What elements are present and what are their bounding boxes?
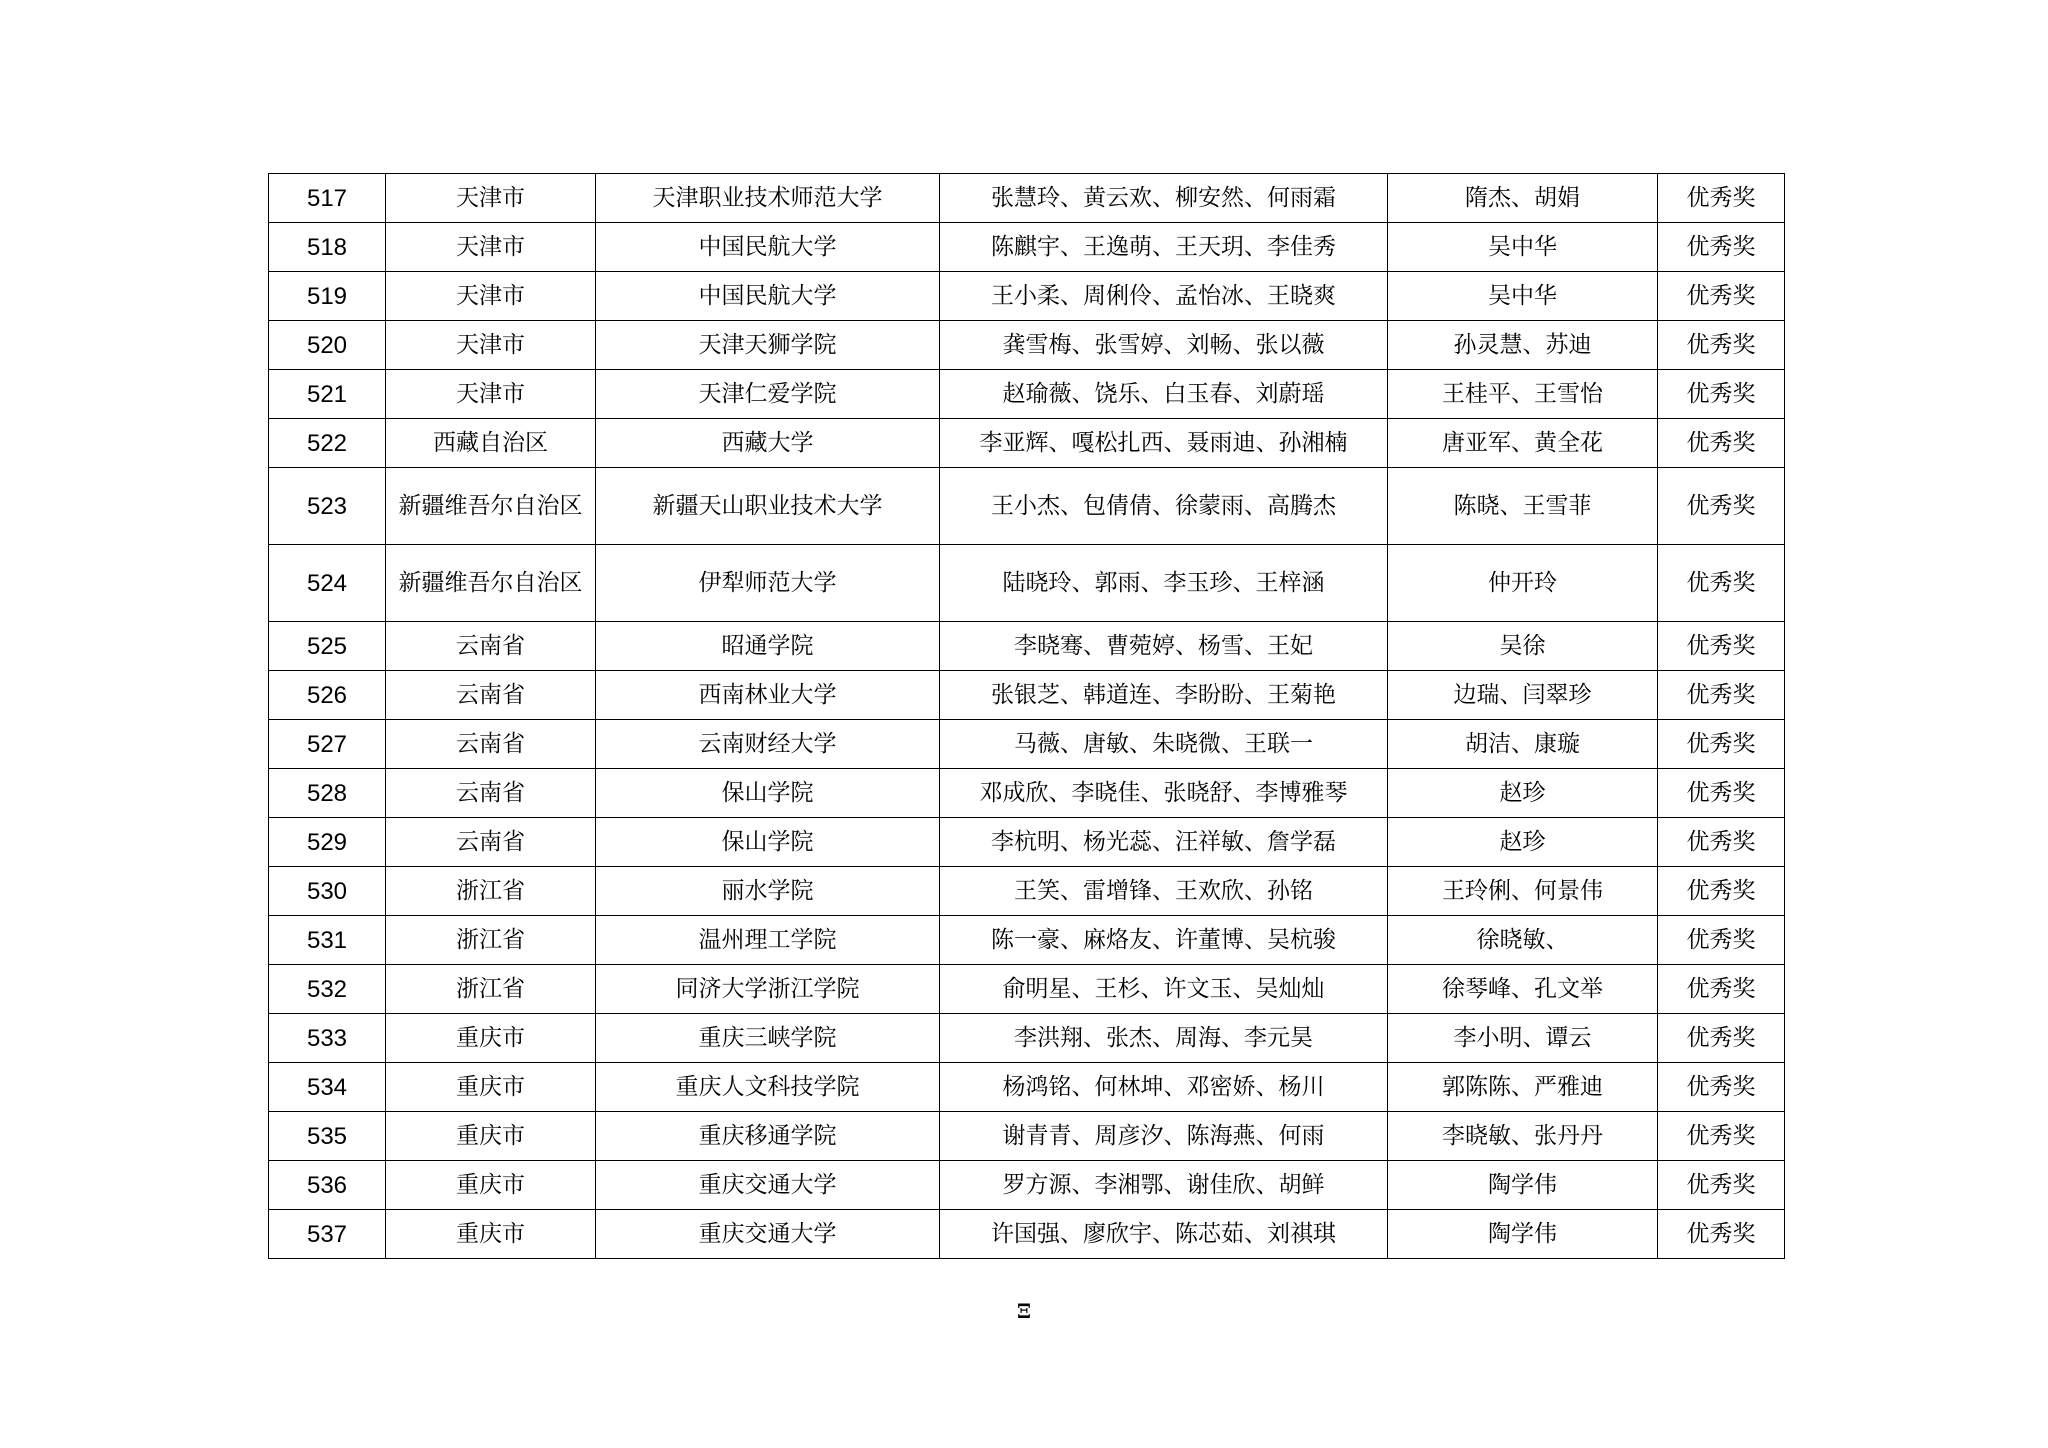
cell-award: 优秀奖 xyxy=(1658,174,1785,223)
cell-members: 赵瑜薇、饶乐、白玉春、刘蔚瑶 xyxy=(940,370,1388,419)
table-row xyxy=(269,916,1785,965)
cell-number: 532 xyxy=(269,965,386,1014)
table-row xyxy=(269,545,1785,622)
cell-award: 优秀奖 xyxy=(1658,867,1785,916)
cell-school: 云南财经大学 xyxy=(596,720,940,769)
table-row xyxy=(269,223,1785,272)
table-row xyxy=(269,419,1785,468)
cell-region: 新疆维吾尔自治区 xyxy=(386,468,596,545)
cell-members: 许国强、廖欣宇、陈芯茹、刘祺琪 xyxy=(940,1210,1388,1259)
cell-award: 优秀奖 xyxy=(1658,818,1785,867)
cell-school: 天津职业技术师范大学 xyxy=(596,174,940,223)
cell-number: 524 xyxy=(269,545,386,622)
cell-members: 杨鸿铭、何林坤、邓密娇、杨川 xyxy=(940,1063,1388,1112)
cell-number: 530 xyxy=(269,867,386,916)
table-row xyxy=(269,867,1785,916)
cell-advisors: 王玲俐、何景伟 xyxy=(1388,867,1658,916)
page-number: Ξ xyxy=(1016,1299,1032,1323)
cell-region: 天津市 xyxy=(386,223,596,272)
cell-advisors: 隋杰、胡娟 xyxy=(1388,174,1658,223)
cell-advisors: 孙灵慧、苏迪 xyxy=(1388,321,1658,370)
cell-school: 西藏大学 xyxy=(596,419,940,468)
cell-school: 重庆交通大学 xyxy=(596,1210,940,1259)
table-row xyxy=(269,1210,1785,1259)
award-table-body xyxy=(269,174,1785,1259)
cell-school: 重庆交通大学 xyxy=(596,1161,940,1210)
cell-region: 浙江省 xyxy=(386,916,596,965)
cell-number: 536 xyxy=(269,1161,386,1210)
cell-number: 529 xyxy=(269,818,386,867)
cell-school: 重庆三峡学院 xyxy=(596,1014,940,1063)
cell-number: 522 xyxy=(269,419,386,468)
cell-region: 云南省 xyxy=(386,769,596,818)
cell-members: 张慧玲、黄云欢、柳安然、何雨霜 xyxy=(940,174,1388,223)
cell-number: 526 xyxy=(269,671,386,720)
cell-school: 新疆天山职业技术大学 xyxy=(596,468,940,545)
cell-award: 优秀奖 xyxy=(1658,419,1785,468)
cell-members: 李洪翔、张杰、周海、李元昊 xyxy=(940,1014,1388,1063)
cell-number: 527 xyxy=(269,720,386,769)
cell-award: 优秀奖 xyxy=(1658,545,1785,622)
cell-members: 王小杰、包倩倩、徐蒙雨、高腾杰 xyxy=(940,468,1388,545)
cell-award: 优秀奖 xyxy=(1658,622,1785,671)
cell-school: 天津仁爱学院 xyxy=(596,370,940,419)
cell-award: 优秀奖 xyxy=(1658,468,1785,545)
cell-advisors: 王桂平、王雪怡 xyxy=(1388,370,1658,419)
cell-members: 王小柔、周俐伶、孟怡冰、王晓爽 xyxy=(940,272,1388,321)
cell-region: 浙江省 xyxy=(386,965,596,1014)
cell-award: 优秀奖 xyxy=(1658,272,1785,321)
cell-members: 陈麒宇、王逸萌、王天玥、李佳秀 xyxy=(940,223,1388,272)
cell-award: 优秀奖 xyxy=(1658,1210,1785,1259)
cell-region: 浙江省 xyxy=(386,867,596,916)
cell-school: 温州理工学院 xyxy=(596,916,940,965)
cell-number: 519 xyxy=(269,272,386,321)
cell-region: 重庆市 xyxy=(386,1210,596,1259)
award-list-sheet xyxy=(268,173,1784,1259)
cell-number: 533 xyxy=(269,1014,386,1063)
cell-members: 邓成欣、李晓佳、张晓舒、李博雅琴 xyxy=(940,769,1388,818)
cell-school: 重庆移通学院 xyxy=(596,1112,940,1161)
table-row xyxy=(269,1063,1785,1112)
cell-award: 优秀奖 xyxy=(1658,720,1785,769)
cell-advisors: 徐琴峰、孔文举 xyxy=(1388,965,1658,1014)
table-row xyxy=(269,622,1785,671)
cell-advisors: 胡洁、康璇 xyxy=(1388,720,1658,769)
cell-advisors: 郭陈陈、严雅迪 xyxy=(1388,1063,1658,1112)
cell-school: 同济大学浙江学院 xyxy=(596,965,940,1014)
cell-members: 王笑、雷增锋、王欢欣、孙铭 xyxy=(940,867,1388,916)
cell-school: 西南林业大学 xyxy=(596,671,940,720)
cell-region: 天津市 xyxy=(386,272,596,321)
cell-award: 优秀奖 xyxy=(1658,1014,1785,1063)
table-row xyxy=(269,720,1785,769)
cell-award: 优秀奖 xyxy=(1658,671,1785,720)
cell-advisors: 赵珍 xyxy=(1388,769,1658,818)
cell-members: 谢青青、周彦汐、陈海燕、何雨 xyxy=(940,1112,1388,1161)
cell-school: 中国民航大学 xyxy=(596,272,940,321)
cell-number: 535 xyxy=(269,1112,386,1161)
cell-region: 新疆维吾尔自治区 xyxy=(386,545,596,622)
cell-members: 罗方源、李湘鄂、谢佳欣、胡鲜 xyxy=(940,1161,1388,1210)
cell-number: 517 xyxy=(269,174,386,223)
cell-school: 重庆人文科技学院 xyxy=(596,1063,940,1112)
cell-members: 张银芝、韩道连、李盼盼、王菊艳 xyxy=(940,671,1388,720)
cell-members: 龚雪梅、张雪婷、刘畅、张以薇 xyxy=(940,321,1388,370)
cell-school: 保山学院 xyxy=(596,818,940,867)
cell-award: 优秀奖 xyxy=(1658,769,1785,818)
cell-members: 李晓骞、曹菀婷、杨雪、王妃 xyxy=(940,622,1388,671)
cell-advisors: 吴中华 xyxy=(1388,223,1658,272)
cell-members: 陆晓玲、郭雨、李玉珍、王梓涵 xyxy=(940,545,1388,622)
cell-school: 伊犁师范大学 xyxy=(596,545,940,622)
cell-number: 534 xyxy=(269,1063,386,1112)
cell-advisors: 赵珍 xyxy=(1388,818,1658,867)
cell-school: 天津天狮学院 xyxy=(596,321,940,370)
table-row xyxy=(269,370,1785,419)
table-row xyxy=(269,174,1785,223)
cell-region: 天津市 xyxy=(386,370,596,419)
cell-advisors: 边瑞、闫翠珍 xyxy=(1388,671,1658,720)
cell-advisors: 吴徐 xyxy=(1388,622,1658,671)
cell-number: 531 xyxy=(269,916,386,965)
cell-region: 重庆市 xyxy=(386,1063,596,1112)
cell-number: 518 xyxy=(269,223,386,272)
cell-advisors: 陈晓、王雪菲 xyxy=(1388,468,1658,545)
cell-region: 云南省 xyxy=(386,671,596,720)
cell-members: 李亚辉、嘎松扎西、聂雨迪、孙湘楠 xyxy=(940,419,1388,468)
cell-school: 昭通学院 xyxy=(596,622,940,671)
cell-region: 重庆市 xyxy=(386,1161,596,1210)
cell-members: 陈一豪、麻烙友、许董博、吴杭骏 xyxy=(940,916,1388,965)
cell-school: 中国民航大学 xyxy=(596,223,940,272)
table-row xyxy=(269,321,1785,370)
cell-advisors: 李小明、谭云 xyxy=(1388,1014,1658,1063)
cell-number: 528 xyxy=(269,769,386,818)
table-row xyxy=(269,965,1785,1014)
cell-region: 天津市 xyxy=(386,174,596,223)
cell-school: 丽水学院 xyxy=(596,867,940,916)
table-row xyxy=(269,769,1785,818)
cell-advisors: 仲开玲 xyxy=(1388,545,1658,622)
cell-award: 优秀奖 xyxy=(1658,370,1785,419)
cell-award: 优秀奖 xyxy=(1658,321,1785,370)
cell-region: 天津市 xyxy=(386,321,596,370)
cell-award: 优秀奖 xyxy=(1658,1112,1785,1161)
table-row xyxy=(269,1112,1785,1161)
cell-region: 重庆市 xyxy=(386,1014,596,1063)
table-row xyxy=(269,1014,1785,1063)
cell-region: 西藏自治区 xyxy=(386,419,596,468)
cell-award: 优秀奖 xyxy=(1658,223,1785,272)
cell-region: 云南省 xyxy=(386,622,596,671)
cell-number: 521 xyxy=(269,370,386,419)
award-table xyxy=(268,173,1785,1259)
cell-school: 保山学院 xyxy=(596,769,940,818)
cell-region: 重庆市 xyxy=(386,1112,596,1161)
cell-region: 云南省 xyxy=(386,720,596,769)
cell-award: 优秀奖 xyxy=(1658,916,1785,965)
cell-advisors: 陶学伟 xyxy=(1388,1161,1658,1210)
cell-region: 云南省 xyxy=(386,818,596,867)
table-row xyxy=(269,272,1785,321)
cell-number: 537 xyxy=(269,1210,386,1259)
table-row xyxy=(269,818,1785,867)
cell-award: 优秀奖 xyxy=(1658,1063,1785,1112)
cell-number: 523 xyxy=(269,468,386,545)
cell-award: 优秀奖 xyxy=(1658,1161,1785,1210)
cell-number: 525 xyxy=(269,622,386,671)
cell-advisors: 徐晓敏、 xyxy=(1388,916,1658,965)
cell-members: 马薇、唐敏、朱晓微、王联一 xyxy=(940,720,1388,769)
cell-advisors: 唐亚军、黄全花 xyxy=(1388,419,1658,468)
cell-advisors: 陶学伟 xyxy=(1388,1210,1658,1259)
cell-number: 520 xyxy=(269,321,386,370)
table-row xyxy=(269,1161,1785,1210)
cell-advisors: 吴中华 xyxy=(1388,272,1658,321)
table-row xyxy=(269,671,1785,720)
cell-members: 李杭明、杨光蕊、汪祥敏、詹学磊 xyxy=(940,818,1388,867)
cell-members: 俞明星、王杉、许文玉、吴灿灿 xyxy=(940,965,1388,1014)
cell-award: 优秀奖 xyxy=(1658,965,1785,1014)
cell-advisors: 李晓敏、张丹丹 xyxy=(1388,1112,1658,1161)
table-row xyxy=(269,468,1785,545)
